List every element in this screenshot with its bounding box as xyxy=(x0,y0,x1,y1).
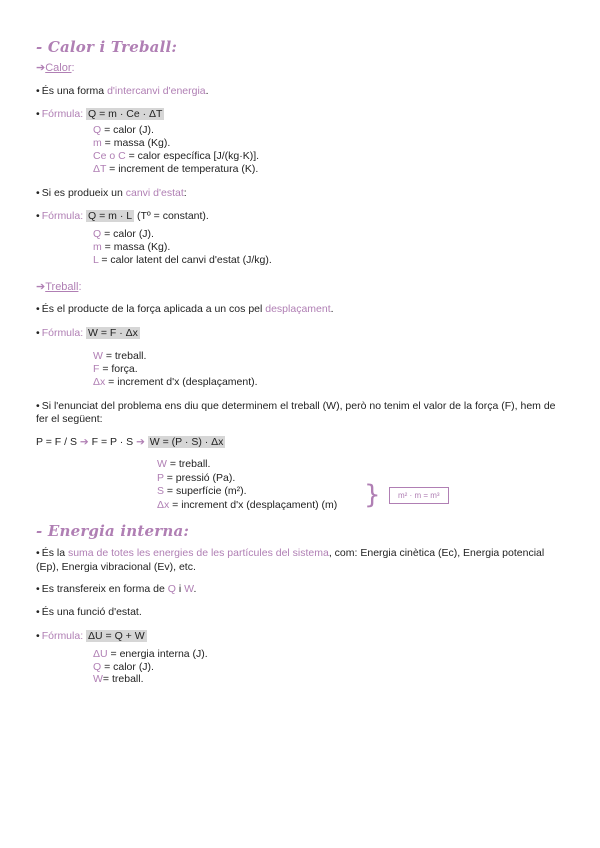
legend-item: m = massa (Kg). xyxy=(93,241,171,253)
legend-item: S = superfície (m²). xyxy=(157,485,247,497)
arrow-right-icon: ➔ xyxy=(136,436,145,448)
treball-legend xyxy=(93,350,258,389)
legend-item: Δx = increment d'x (desplaçament). xyxy=(93,376,258,388)
arrow-right-icon: ➔ xyxy=(79,436,89,448)
legend-item: P = pressió (Pa). xyxy=(157,471,236,484)
section-title-calor-treball: - Calor i Treball: xyxy=(36,38,178,56)
legend-item: ΔT = increment de temperatura (K). xyxy=(93,163,259,175)
arrow-right-icon: ➔ xyxy=(36,281,46,293)
legend-item: F = força. xyxy=(93,363,138,375)
text: . xyxy=(205,85,209,97)
legend-item: Q = calor (J). xyxy=(93,124,154,136)
subheading-calor: ➔Calor: xyxy=(36,62,75,74)
subheading-treball-label: Treball xyxy=(45,281,79,293)
legend-item: m = massa (Kg). xyxy=(93,137,171,149)
legend-item: L = calor latent del canvi d'estat (J/kg). xyxy=(93,254,272,266)
calor-definition xyxy=(36,85,209,97)
legend-item: Q = calor (J). xyxy=(93,660,154,673)
subheading-calor-label: Calor xyxy=(45,62,72,74)
subheading-treball: ➔Treball: xyxy=(36,281,82,293)
pressure-chain xyxy=(36,436,225,448)
legend-item: W= treball. xyxy=(93,673,144,685)
arrow-right-icon: ➔ xyxy=(36,62,46,74)
energia-legend xyxy=(93,648,208,686)
legend-item: ΔU = energia interna (J). xyxy=(93,648,208,660)
chain-result: W = (P · S) · Δx xyxy=(149,436,224,448)
legend-item: W = treball. xyxy=(157,458,211,470)
treball-formula: • Fórmula: W = F · Δx xyxy=(36,327,140,339)
canvi-estat-bullet: • Si es produeix un canvi d'estat: xyxy=(36,187,187,199)
legend-item: Ce o C = calor específica [J/(kg·K)]. xyxy=(93,150,260,162)
calor-formula xyxy=(36,108,164,120)
transfer-bullet: • Es transfereix en forma de Q i W. xyxy=(36,583,196,595)
calor-latent-formula: • Fórmula: Q = m · L (Tº = constant). xyxy=(36,210,209,222)
chain-step: P = F / S xyxy=(36,436,77,448)
right-brace-icon: } xyxy=(364,480,381,510)
legend-item: Δx = increment d'x (desplaçament) (m) xyxy=(157,498,338,511)
highlight-text: d'intercanvi d'energia xyxy=(107,85,206,97)
energia-definition: • És la suma de totes les energies de les partícules del sistema, com: Energia cinètica (Ec), Energia potencial (Ep), Energia vibracional (Ev), etc. xyxy=(36,547,564,574)
chain-legend xyxy=(157,458,337,512)
calor-legend xyxy=(93,124,259,176)
calor-latent-legend xyxy=(93,228,272,267)
state-function-bullet: • És una funció d'estat. xyxy=(36,606,142,618)
legend-item: W = treball. xyxy=(93,350,147,362)
legend-item: Q = calor (J). xyxy=(93,228,154,240)
treball-note: • Si l'enunciat del problema ens diu que determinem el treball (W), però no tenim el valor de la força (F), hem de fer el següent: xyxy=(36,400,564,426)
text: És una forma xyxy=(41,85,108,97)
chain-step: F = P · S xyxy=(91,436,134,448)
units-box: m² · m = m³ xyxy=(389,487,449,504)
formula-label: Fórmula: xyxy=(41,108,87,120)
formula-highlight: Q = m · Ce · ΔT xyxy=(88,108,163,120)
treball-definition: • És el producte de la força aplicada a un cos pel desplaçament. xyxy=(36,303,334,315)
energia-formula: • Fórmula: ΔU = Q + W xyxy=(36,630,147,642)
section-title-energia-interna: - Energia interna: xyxy=(36,522,190,540)
